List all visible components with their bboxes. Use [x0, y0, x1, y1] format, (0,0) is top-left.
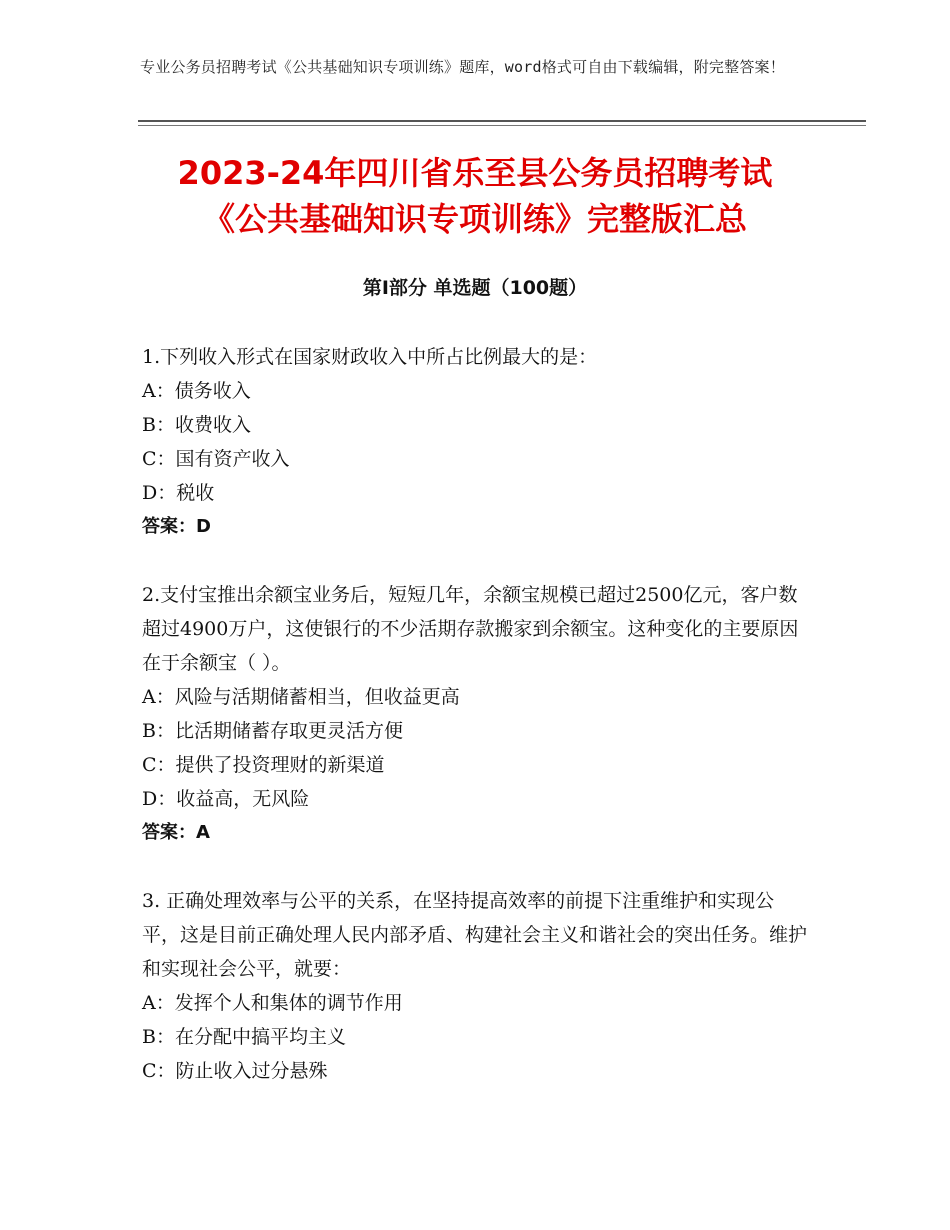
- question-3: [142, 884, 808, 1088]
- answer-value: A: [196, 822, 210, 843]
- question-2: [142, 578, 808, 850]
- option-a: A：发挥个人和集体的调节作用: [142, 992, 403, 1014]
- option-c: C：国有资产收入: [142, 448, 290, 470]
- answer-value: D: [196, 516, 211, 537]
- header-divider-thick: [138, 120, 866, 122]
- answer-label: 答案：: [142, 822, 196, 843]
- question-stem: 2.支付宝推出余额宝业务后，短短几年，余额宝规模已超过2500亿元，客户数超过4900万户，这使银行的不少活期存款搬家到余额宝。这种变化的主要原因在于余额宝（ ）。: [142, 584, 799, 674]
- answer-line: [142, 816, 808, 850]
- option-b: B：收费收入: [142, 414, 251, 436]
- question-1: [142, 340, 808, 544]
- section-title: 第Ⅰ部分 单选题（100题）: [362, 277, 588, 299]
- header-note: 专业公务员招聘考试《公共基础知识专项训练》题库，word格式可自由下载编辑，附完整答案！: [140, 58, 785, 76]
- option-c: C：防止收入过分悬殊: [142, 1060, 328, 1082]
- option-d: D：税收: [142, 482, 215, 504]
- question-stem: 3. 正确处理效率与公平的关系，在坚持提高效率的前提下注重维护和实现公平，这是目前正确处理人民内部矛盾、构建社会主义和谐社会的突出任务。维护和实现社会公平，就要：: [142, 890, 808, 980]
- option-b: B：在分配中搞平均主义: [142, 1026, 346, 1048]
- document-title: [100, 150, 850, 242]
- option-a: A：债务收入: [142, 380, 251, 402]
- question-stem: 1.下列收入形式在国家财政收入中所占比例最大的是：: [142, 346, 598, 368]
- option-c: C：提供了投资理财的新渠道: [142, 754, 385, 776]
- header-divider-thin: [138, 125, 866, 126]
- title-line-1: 2023-24年四川省乐至县公务员招聘考试: [177, 154, 773, 192]
- option-a: A：风险与活期储蓄相当，但收益更高: [142, 686, 460, 708]
- answer-label: 答案：: [142, 516, 196, 537]
- answer-line: [142, 510, 808, 544]
- title-line-2: 《公共基础知识专项训练》完整版汇总: [202, 200, 747, 238]
- question-list: [142, 340, 808, 1122]
- option-b: B：比活期储蓄存取更灵活方便: [142, 720, 403, 742]
- option-d: D：收益高，无风险: [142, 788, 310, 810]
